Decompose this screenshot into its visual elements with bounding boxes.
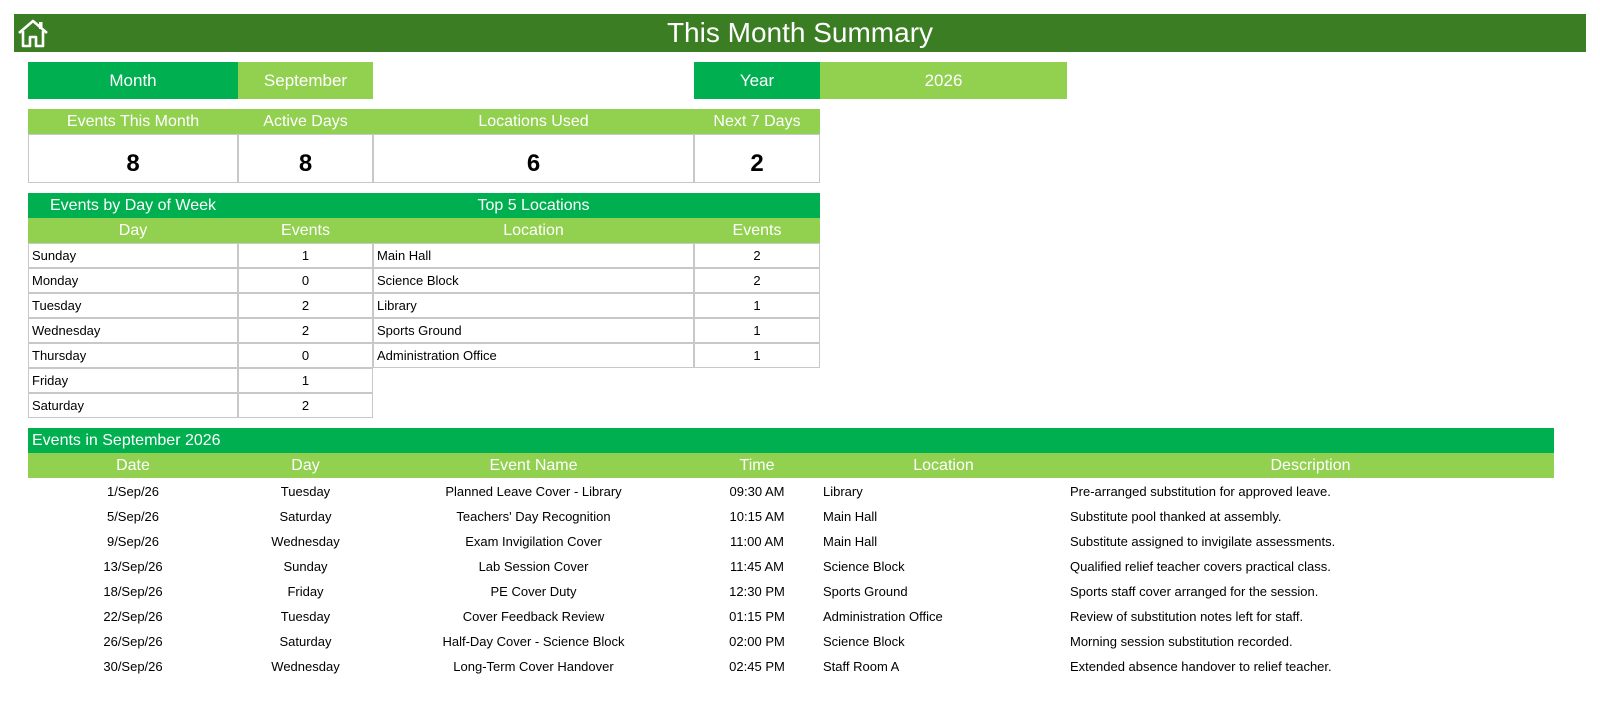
kpi-locations-used-label: Locations Used [373,109,694,134]
table-row-count: 2 [238,393,373,418]
event-description: Morning session substitution recorded. [1070,634,1293,649]
event-description: Qualified relief teacher covers practical class. [1070,559,1331,574]
month-label: Month [28,62,238,99]
table-row-location: Science Block [373,268,694,293]
kpi-active-days-label: Active Days [238,109,373,134]
event-description: Extended absence handover to relief teacher. [1070,659,1332,674]
date-column-header: Date [28,453,238,478]
event-description: Sports staff cover arranged for the session. [1070,584,1319,599]
event-date: 9/Sep/26 [106,534,160,549]
table-row-count: 2 [238,293,373,318]
event-date: 5/Sep/26 [106,509,160,524]
event-date: 1/Sep/26 [106,484,160,499]
event-name-column-header: Event Name [373,453,694,478]
event-location: Staff Room A [823,659,900,674]
year-label: Year [694,62,820,99]
event-location: Library [823,484,863,499]
event-description: Substitute pool thanked at assembly. [1070,509,1282,524]
kpi-next-7-days-label: Next 7 Days [694,109,820,134]
table-row-location: Main Hall [373,243,694,268]
event-time: 12:30 PM [729,584,785,599]
location-column-header: Location [820,453,1067,478]
table-row-location: Administration Office [373,343,694,368]
table-row-count: 0 [238,343,373,368]
day-column-header: Day [238,453,373,478]
event-location: Science Block [823,559,905,574]
event-time: 01:15 PM [729,609,785,624]
kpi-active-days-value: 8 [238,134,373,183]
event-date: 26/Sep/26 [103,634,163,649]
event-day: Friday [287,584,324,599]
event-name: Exam Invigilation Cover [465,534,602,549]
event-location: Main Hall [823,534,878,549]
event-day: Saturday [279,509,332,524]
description-column-header: Description [1067,453,1554,478]
event-date: 30/Sep/26 [103,659,163,674]
table-row-count: 2 [694,243,820,268]
kpi-events-this-month-value: 8 [28,134,238,183]
table-row-count: 1 [238,243,373,268]
event-date: 13/Sep/26 [103,559,163,574]
event-time: 11:00 AM [730,534,784,549]
event-day: Saturday [279,634,332,649]
kpi-events-this-month-label: Events This Month [28,109,238,134]
table-row-count: 1 [238,368,373,393]
event-name: Half-Day Cover - Science Block [442,634,625,649]
home-button[interactable] [16,16,50,50]
event-name: Cover Feedback Review [462,609,605,624]
event-day: Tuesday [280,484,331,499]
event-time: 02:45 PM [729,659,785,674]
event-time: 02:00 PM [729,634,785,649]
event-description: Substitute assigned to invigilate assessments. [1070,534,1336,549]
kpi-locations-used-value: 6 [373,134,694,183]
event-name: Planned Leave Cover - Library [445,484,622,499]
table-row-count: 1 [694,318,820,343]
location-events-column-header: Events [694,218,820,243]
location-column-header: Location [373,218,694,243]
event-name: Lab Session Cover [478,559,589,574]
table-row-count: 0 [238,268,373,293]
event-name: Teachers' Day Recognition [456,509,611,524]
page-title: This Month Summary [666,17,934,48]
table-row-day: Monday [28,268,238,293]
event-day: Wednesday [271,534,340,549]
event-date: 22/Sep/26 [103,609,163,624]
event-name: Long-Term Cover Handover [453,659,614,674]
event-location: Main Hall [823,509,878,524]
event-location: Science Block [823,634,905,649]
table-row-day: Wednesday [28,318,238,343]
table-row-count: 2 [694,268,820,293]
top-locations-title: Top 5 Locations [373,193,694,218]
time-column-header: Time [694,453,820,478]
event-date: 18/Sep/26 [103,584,163,599]
day-events-column-header: Events [238,218,373,243]
event-name: PE Cover Duty [490,584,577,599]
event-location: Sports Ground [823,584,908,599]
table-row-count: 1 [694,293,820,318]
table-row-day: Thursday [28,343,238,368]
table-row-count: 2 [238,318,373,343]
table-row-count: 1 [694,343,820,368]
event-time: 09:30 AM [729,484,785,499]
table-row-day: Saturday [28,393,238,418]
event-time: 11:45 AM [730,559,784,574]
events-list-title: Events in September 2026 [28,428,1554,453]
event-location: Administration Office [823,609,943,624]
event-day: Sunday [283,559,328,574]
event-description: Review of substitution notes left for staff. [1070,609,1304,624]
event-day: Tuesday [280,609,331,624]
day-column-header: Day [28,218,238,243]
event-description: Pre-arranged substitution for approved leave. [1070,484,1331,499]
events-by-day-title: Events by Day of Week [28,193,238,218]
table-row-day: Sunday [28,243,238,268]
home-icon [17,18,49,48]
table-row-location: Library [373,293,694,318]
table-row-day: Tuesday [28,293,238,318]
month-select[interactable]: September [238,62,373,99]
event-day: Wednesday [271,659,340,674]
year-select[interactable]: 2026 [820,62,1067,99]
table-row-day: Friday [28,368,238,393]
event-time: 10:15 AM [729,509,785,524]
table-row-location: Sports Ground [373,318,694,343]
kpi-next-7-days-value: 2 [694,134,820,183]
